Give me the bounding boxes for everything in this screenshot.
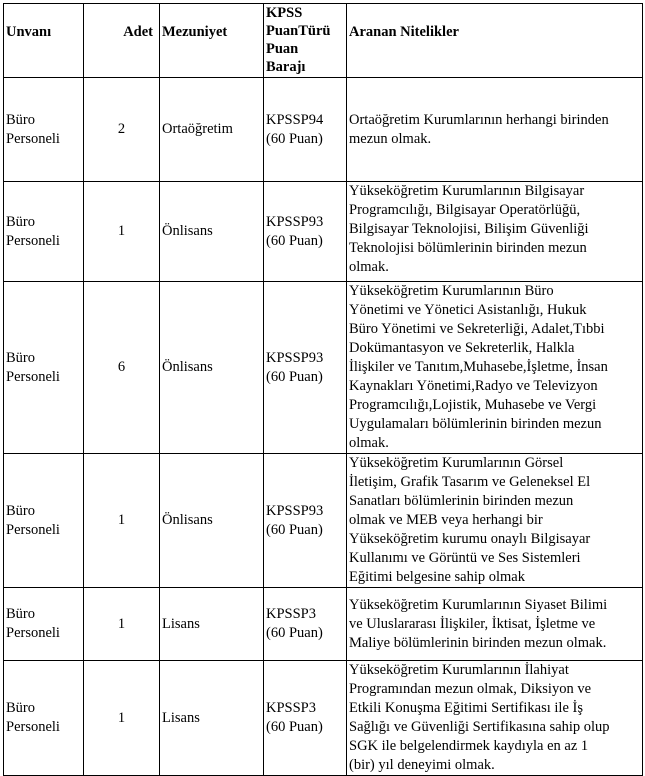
nitelik-line: Yükseköğretim Kurumlarının Büro xyxy=(349,283,554,299)
nitelik-line: Yükseköğretim Kurumlarının Görsel xyxy=(349,455,564,471)
unvan-line: Personeli xyxy=(6,232,60,249)
nitelik-cell xyxy=(347,282,643,454)
table-row xyxy=(4,282,643,454)
header-kpss-line: Puan xyxy=(266,41,299,57)
nitelik-line: Programcılığı, Bilgisayar Operatörlüğü, xyxy=(349,202,581,218)
nitelik-cell xyxy=(347,661,643,776)
kpss-line: KPSSP94 xyxy=(266,111,324,128)
nitelik-line: Yönetimi ve Yönetici Asistanlığı, Hukuk xyxy=(349,302,587,318)
table-row xyxy=(4,182,643,282)
adet-cell: 2 xyxy=(84,78,160,182)
nitelik-line: mezun olmak. xyxy=(349,130,432,147)
adet-cell: 1 xyxy=(84,454,160,588)
unvan-cell xyxy=(4,78,84,182)
nitelik-line: Kaynakları Yönetimi,Radyo ve Televizyon xyxy=(349,378,598,394)
nitelik-line: Büro Yönetimi ve Sekreterliği, Adalet,Tıbbi xyxy=(349,321,605,337)
kpss-line: KPSSP93 xyxy=(266,349,324,366)
unvan-cell xyxy=(4,454,84,588)
kpss-line: KPSSP3 xyxy=(266,606,316,622)
header-mezuniyet: Mezuniyet xyxy=(160,4,264,78)
kpss-cell xyxy=(264,182,347,282)
nitelik-line: Dokümantasyon ve Sekreterlik, Halkla xyxy=(349,340,575,356)
nitelik-line: SGK ile belgelendirmek kaydıyla en az 1 xyxy=(349,738,589,754)
nitelik-line: olmak ve MEB veya herhangi bir xyxy=(349,512,543,528)
nitelik-cell xyxy=(347,78,643,182)
unvan-line: Personeli xyxy=(6,521,60,538)
unvan-line: Personeli xyxy=(6,368,60,385)
mezuniyet-cell: Önlisans xyxy=(160,454,264,588)
header-kpss-line: Barajı xyxy=(266,59,306,75)
kpss-line: KPSSP93 xyxy=(266,213,324,230)
nitelik-line: Yükseköğretim kurumu onaylı Bilgisayar xyxy=(349,531,591,547)
adet-cell: 1 xyxy=(84,182,160,282)
unvan-cell xyxy=(4,182,84,282)
unvan-cell xyxy=(4,661,84,776)
mezuniyet-cell: Lisans xyxy=(160,661,264,776)
nitelik-line: Yükseköğretim Kurumlarının İlahiyat xyxy=(349,662,569,678)
table-row xyxy=(4,78,643,182)
unvan-cell xyxy=(4,282,84,454)
nitelik-line: Yükseköğretim Kurumlarının Bilgisayar xyxy=(349,183,585,199)
kpss-line: KPSSP93 xyxy=(266,502,324,519)
kpss-cell xyxy=(264,588,347,661)
mezuniyet-cell: Lisans xyxy=(160,588,264,661)
kpss-cell xyxy=(264,282,347,454)
kpss-line: (60 Puan) xyxy=(266,625,323,641)
unvan-line: Büro xyxy=(6,111,35,128)
header-kpss-line: KPSS xyxy=(266,5,303,21)
table-row xyxy=(4,588,643,661)
nitelik-line: İlişkiler ve Tanıtım,Muhasebe,İşletme, İnsan xyxy=(349,359,608,375)
nitelik-line: olmak. xyxy=(349,435,389,451)
unvan-line: Personeli xyxy=(6,625,60,641)
header-nitelikler: Aranan Nitelikler xyxy=(347,4,643,78)
nitelik-cell xyxy=(347,588,643,661)
header-kpss-line: PuanTürü xyxy=(266,23,331,39)
adet-cell: 1 xyxy=(84,588,160,661)
mezuniyet-cell: Önlisans xyxy=(160,182,264,282)
table-row xyxy=(4,454,643,588)
nitelik-line: Uygulamaları bölümlerinin birinden mezun xyxy=(349,416,602,432)
mezuniyet-cell: Önlisans xyxy=(160,282,264,454)
nitelik-line: Etkili Konuşma Eğitimi Sertifikası ile İş xyxy=(349,700,583,716)
nitelik-line: Kullanımı ve Görüntü ve Ses Sistemleri xyxy=(349,550,581,566)
unvan-line: Personeli xyxy=(6,130,60,147)
nitelik-line: Eğitimi belgesine sahip olmak xyxy=(349,569,525,585)
nitelik-line: (bir) yıl deneyimi olmak. xyxy=(349,757,495,773)
mezuniyet-cell: Ortaöğretim xyxy=(160,78,264,182)
kpss-line: KPSSP3 xyxy=(266,700,316,716)
unvan-cell xyxy=(4,588,84,661)
nitelik-line: Maliye bölümlerinin birinden mezun olmak. xyxy=(349,634,607,651)
unvan-line: Büro xyxy=(6,502,35,519)
nitelik-line: Bilgisayar Teknolojisi, Bilişim Güvenliği xyxy=(349,221,589,237)
header-adet: Adet xyxy=(84,4,160,78)
nitelik-line: ve Uluslararası İlişkiler, İktisat, İşletme ve xyxy=(349,615,596,632)
unvan-line: Personeli xyxy=(6,719,60,735)
nitelik-line: Teknolojisi bölümlerinin birinden mezun xyxy=(349,240,587,256)
kpss-line: (60 Puan) xyxy=(266,130,323,147)
job-requirements-table xyxy=(3,3,643,776)
nitelik-line: Ortaöğretim Kurumlarının herhangi birinden xyxy=(349,111,609,128)
kpss-line: (60 Puan) xyxy=(266,521,323,538)
nitelik-line: Yükseköğretim Kurumlarının Siyaset Bilimi xyxy=(349,596,608,613)
kpss-line: (60 Puan) xyxy=(266,368,323,385)
unvan-line: Büro xyxy=(6,700,35,716)
kpss-cell xyxy=(264,78,347,182)
nitelik-line: olmak. xyxy=(349,259,389,275)
nitelik-line: Programcılığı,Lojistik, Muhasebe ve Vergi xyxy=(349,397,597,413)
kpss-cell xyxy=(264,661,347,776)
table-row xyxy=(4,661,643,776)
nitelik-line: Programından mezun olmak, Diksiyon ve xyxy=(349,681,592,697)
kpss-line: (60 Puan) xyxy=(266,719,323,735)
kpss-line: (60 Puan) xyxy=(266,232,323,249)
header-unvani: Unvanı xyxy=(4,4,84,78)
nitelik-cell xyxy=(347,182,643,282)
header-row xyxy=(4,4,643,78)
header-kpss xyxy=(264,4,347,78)
unvan-line: Büro xyxy=(6,606,35,622)
nitelik-line: İletişim, Grafik Tasarım ve Geleneksel El xyxy=(349,474,591,490)
adet-cell: 6 xyxy=(84,282,160,454)
nitelik-line: Sanatları bölümlerinin birinden mezun xyxy=(349,493,574,509)
unvan-line: Büro xyxy=(6,349,35,366)
adet-cell: 1 xyxy=(84,661,160,776)
unvan-line: Büro xyxy=(6,213,35,230)
nitelik-line: Sağlığı ve Güvenliği Sertifikasına sahip olup xyxy=(349,719,610,735)
nitelik-cell xyxy=(347,454,643,588)
kpss-cell xyxy=(264,454,347,588)
